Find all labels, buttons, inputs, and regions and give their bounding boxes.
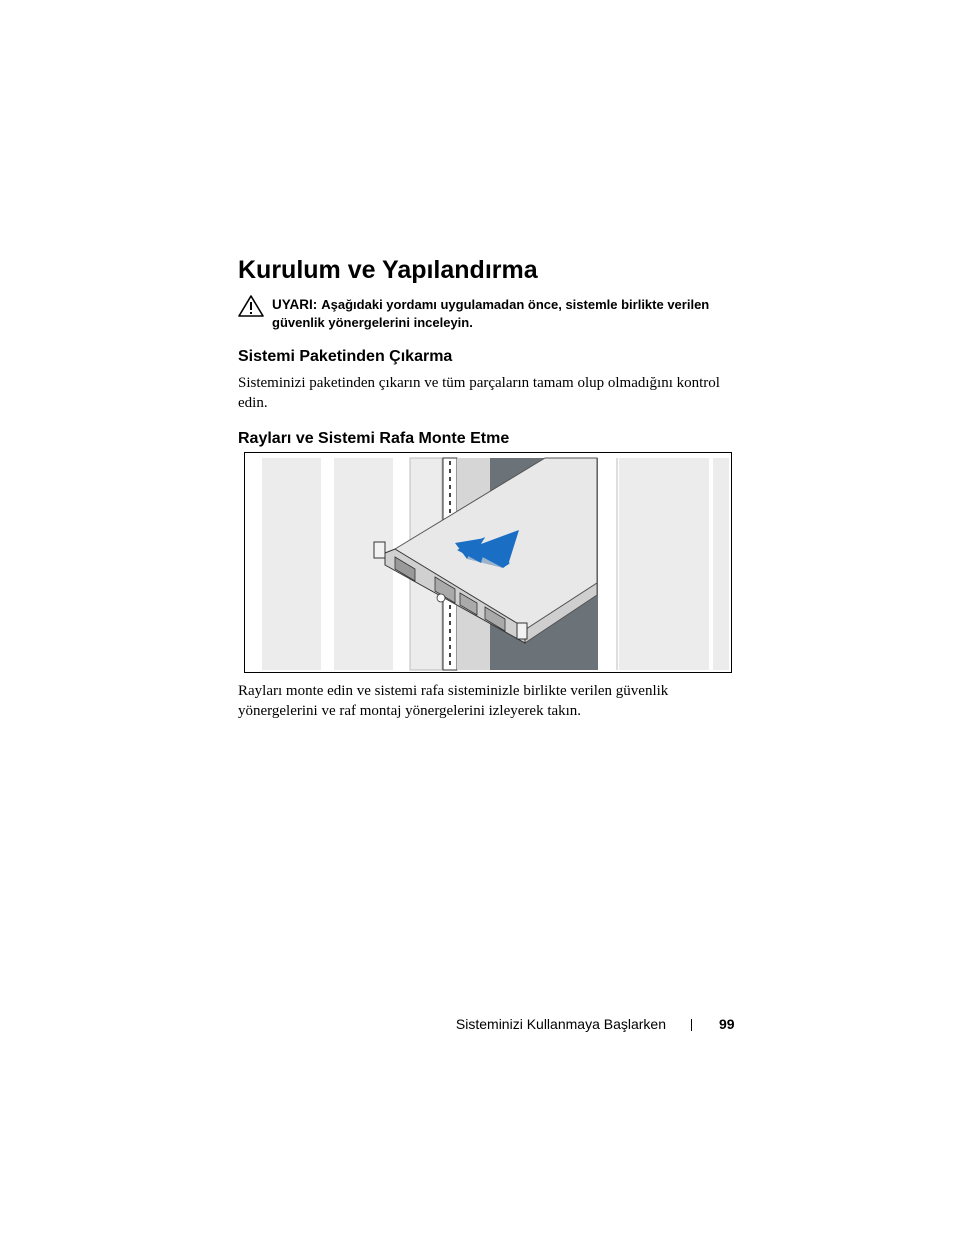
section-body-unpacking: Sisteminizi paketinden çıkarın ve tüm parçaların tamam olup olmadığını kontrol edin.: [238, 375, 720, 411]
page-number: 99: [719, 1016, 735, 1032]
rack-panel: [619, 458, 709, 670]
rack-panel: [713, 458, 729, 670]
page-title: Kurulum ve Yapılandırma: [238, 256, 538, 284]
warning-label: UYARI:: [272, 297, 318, 312]
section-body-rack-mount: Rayları monte edin ve sistemi rafa sisteminizle birlikte verilen güvenlik yönergelerini ve raf montaj yönergelerini izleyerek takın.: [238, 683, 669, 719]
warning-notice: [272, 296, 742, 332]
rack-panel: [262, 458, 321, 670]
rack-mount-illustration: [244, 452, 732, 673]
section-heading-unpacking: Sistemi Paketinden Çıkarma: [238, 348, 453, 365]
footer-title: Sisteminizi Kullanmaya Başlarken: [455, 1016, 666, 1032]
warning-text: Aşağıdaki yordamı uygulamadan önce, sistemle birlikte verilen güvenlik yönergelerini inceleyin.: [272, 297, 710, 330]
footer-separator: [691, 1019, 692, 1031]
rack-panel: [334, 458, 393, 670]
section-heading-rack-mount: Rayları ve Sistemi Rafa Monte Etme: [238, 430, 510, 447]
warning-triangle-icon: [237, 294, 265, 318]
